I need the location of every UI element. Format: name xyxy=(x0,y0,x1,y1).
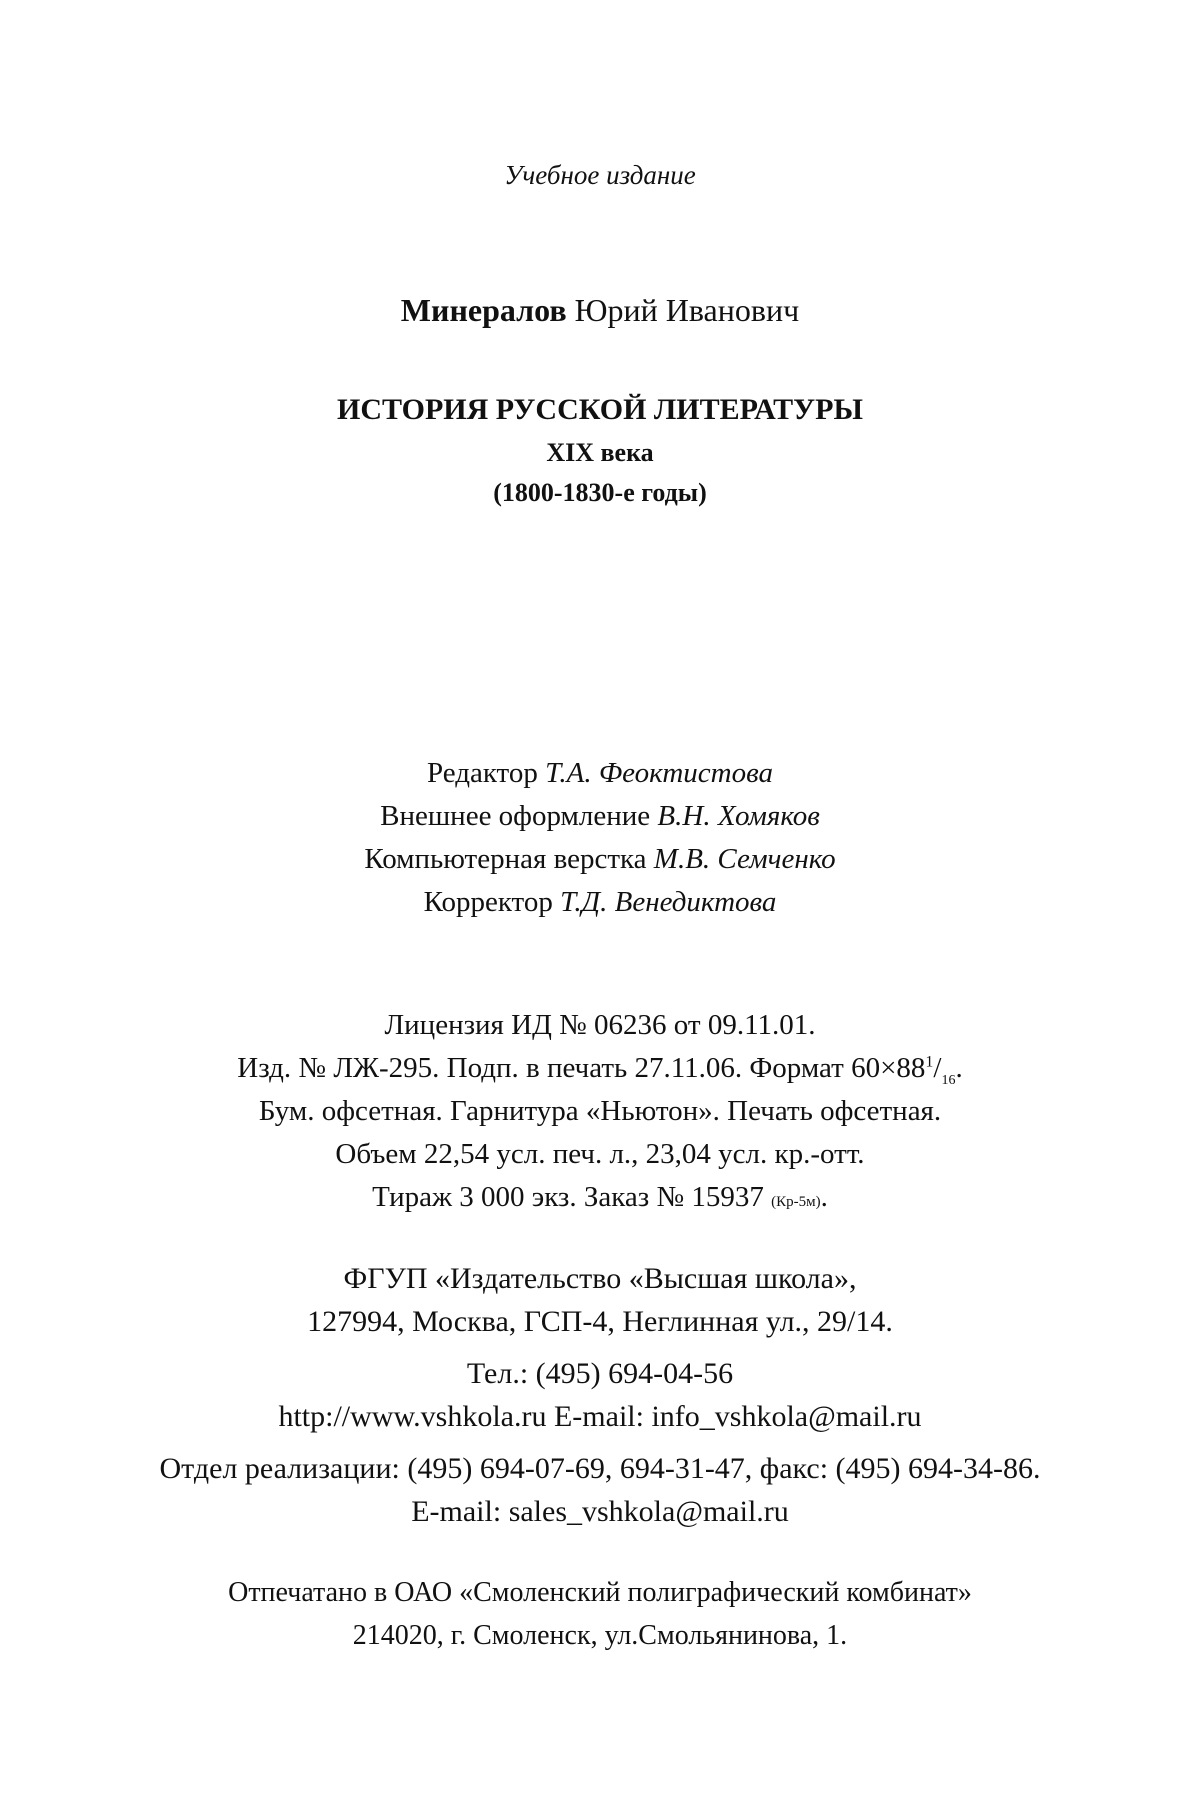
author-surname: Минералов xyxy=(400,292,567,328)
publisher-address: 127994, Москва, ГСП-4, Неглинная ул., 29/14. xyxy=(307,1305,893,1338)
credit-editor xyxy=(0,757,1200,790)
publication-end: . xyxy=(955,1052,963,1084)
format-denominator: 16 xyxy=(941,1072,956,1088)
credit-name: В.Н. Хомяков xyxy=(657,800,820,832)
print-run-text: Тираж 3 000 экз. Заказ № 15937 xyxy=(372,1181,772,1213)
credit-cover-design xyxy=(0,800,1200,833)
book-title: ИСТОРИЯ РУССКОЙ ЛИТЕРАТУРЫ xyxy=(337,393,863,426)
sales-email: E-mail: sales_vshkola@mail.ru xyxy=(411,1495,789,1528)
publisher-web-email: http://www.vshkola.ru E-mail: info_vshkola@mail.ru xyxy=(278,1400,922,1433)
format-slash: / xyxy=(933,1052,942,1084)
publisher-name: ФГУП «Издательство «Высшая школа», xyxy=(343,1262,857,1295)
author-given-names: Юрий Иванович xyxy=(574,292,800,328)
publisher-phone: Тел.: (495) 694-04-56 xyxy=(466,1357,734,1390)
publication-text: Изд. № ЛЖ-295. Подп. в печать 27.11.06. Формат 60×88 xyxy=(237,1052,926,1084)
credit-role: Редактор xyxy=(426,757,538,789)
sales-department: Отдел реализации: (495) 694-07-69, 694-31-47, факс: (495) 694-34-86. xyxy=(159,1452,1041,1485)
credit-name: Т.Д. Венедиктова xyxy=(560,886,777,918)
order-code: (Кр-5м) xyxy=(771,1194,821,1210)
book-subtitle-century: XIX века xyxy=(546,438,654,467)
volume-line: Объем 22,54 усл. печ. л., 23,04 усл. кр.-отт. xyxy=(335,1138,865,1170)
publication-line xyxy=(0,1052,1200,1089)
credit-role: Корректор xyxy=(423,886,553,918)
credit-role: Компьютерная верстка xyxy=(364,843,647,875)
print-run-line xyxy=(0,1181,1200,1214)
edition-type: Учебное издание xyxy=(504,160,696,190)
format-numerator: 1 xyxy=(925,1053,934,1071)
credit-name: М.В. Семченко xyxy=(653,843,836,875)
printer-name: Отпечатано в ОАО «Смоленский полиграфический комбинат» xyxy=(228,1577,972,1608)
license-line: Лицензия ИД № 06236 от 09.11.01. xyxy=(384,1009,816,1041)
author-line xyxy=(0,292,1200,329)
printer-address: 214020, г. Смоленск, ул.Смольянинова, 1. xyxy=(352,1620,848,1651)
print-run-end: . xyxy=(820,1181,828,1213)
credit-proofreader xyxy=(0,886,1200,919)
credit-role: Внешнее оформление xyxy=(380,800,651,832)
credit-name: Т.А. Феоктистова xyxy=(545,757,774,789)
credit-layout xyxy=(0,843,1200,876)
paper-line: Бум. офсетная. Гарнитура «Ньютон». Печать офсетная. xyxy=(258,1095,942,1127)
book-subtitle-years: (1800-1830-е годы) xyxy=(493,478,707,507)
